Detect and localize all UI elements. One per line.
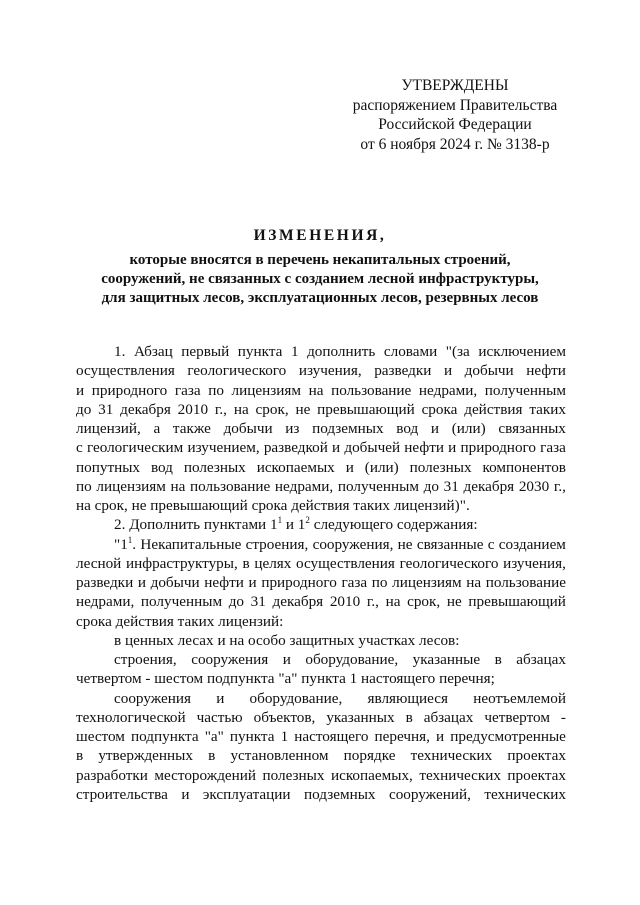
body-line xyxy=(76,650,566,669)
word: до xyxy=(423,477,439,495)
word: разведкой xyxy=(263,439,328,457)
word: на xyxy=(233,400,249,418)
word: и xyxy=(76,381,85,399)
word: в xyxy=(208,747,216,765)
word: декабря xyxy=(463,477,515,495)
word: дополнить xyxy=(307,343,376,360)
approval-line: распоряжением Правительства xyxy=(352,96,558,114)
word: разработки xyxy=(76,766,148,784)
word: компонентов xyxy=(482,458,566,476)
word: газа xyxy=(174,381,201,399)
word: Абзац xyxy=(133,343,173,360)
word: газа xyxy=(341,574,368,591)
body-line xyxy=(76,573,566,592)
word: и xyxy=(282,651,291,668)
word: перечня, xyxy=(374,728,430,745)
word: недрами, xyxy=(274,477,334,495)
body-line xyxy=(76,631,566,650)
word: строения, xyxy=(114,651,177,668)
word: ископаемых xyxy=(256,458,335,476)
word: а xyxy=(153,420,161,437)
line-text: на срок, не превышающий срока действия таких лицензий)". xyxy=(76,497,470,514)
word: сооружения xyxy=(114,689,191,707)
word: не xyxy=(295,400,311,418)
word: осуществления xyxy=(76,362,175,380)
word: газа xyxy=(540,439,566,457)
body-line xyxy=(76,554,566,573)
word: подземных xyxy=(304,785,376,803)
word: с xyxy=(76,439,83,457)
word: полезных xyxy=(262,766,325,784)
word: пункта xyxy=(237,343,283,360)
word: 2010 xyxy=(329,593,361,611)
word: настоящего xyxy=(294,728,369,745)
word: порядке xyxy=(343,747,396,765)
word: превышающий xyxy=(317,400,415,418)
word: таких xyxy=(529,400,566,418)
word: частью xyxy=(196,708,243,726)
word: строительства xyxy=(76,785,168,803)
word: - xyxy=(560,708,566,726)
word: на xyxy=(170,477,186,495)
line-text: 2. Дополнить пунктами $1^1$ и $1^2$ следующего содержания: xyxy=(114,515,478,534)
word: проектах xyxy=(507,747,566,765)
word: четвертом xyxy=(484,708,550,726)
word: и xyxy=(181,785,190,803)
word: вод xyxy=(396,420,419,437)
word: 1 xyxy=(290,343,299,360)
word: (или) xyxy=(451,420,486,437)
word: в xyxy=(76,747,84,765)
body-line xyxy=(76,477,566,496)
word: полученным xyxy=(140,593,223,611)
word: природного xyxy=(460,439,536,457)
word: и xyxy=(345,458,354,476)
body-line xyxy=(76,361,566,380)
word: геологического xyxy=(399,554,499,572)
word: "а" xyxy=(204,728,224,745)
word: срок, xyxy=(407,593,441,611)
document-title: ИЗМЕНЕНИЯ, xyxy=(253,227,387,244)
word: на xyxy=(385,593,401,611)
word: лицензиям xyxy=(96,477,166,495)
word: и xyxy=(216,689,225,707)
word: изучения, xyxy=(298,362,362,380)
word: оборудование, xyxy=(249,689,343,707)
word: и xyxy=(448,439,457,457)
word: установленном xyxy=(230,747,329,765)
word: из xyxy=(285,420,300,437)
word: добычи xyxy=(150,574,200,591)
word: на xyxy=(466,574,482,591)
word: изучения, xyxy=(503,554,566,572)
word: геологическим xyxy=(86,439,184,457)
body-line xyxy=(76,515,566,534)
word: полученным xyxy=(484,381,566,399)
word: неотъемлемой xyxy=(473,689,566,707)
word: добычи xyxy=(223,420,273,437)
approval-line: УТВЕРЖДЕНЫ xyxy=(401,77,509,94)
body-line xyxy=(76,496,566,515)
word: и xyxy=(430,420,440,437)
word: оборудование, xyxy=(305,651,399,668)
word: "(за xyxy=(445,343,470,360)
word: в xyxy=(494,651,502,668)
word: "$1^1$. xyxy=(114,534,137,553)
word: 2030 xyxy=(518,477,550,495)
body-line xyxy=(76,766,566,785)
word: также xyxy=(172,420,211,437)
word: Некапитальные xyxy=(140,535,242,553)
word: первый xyxy=(181,343,230,360)
word: природного xyxy=(91,381,168,399)
body-line xyxy=(76,381,566,400)
word: и xyxy=(332,439,341,457)
word: технических xyxy=(410,747,493,765)
word: 2010 xyxy=(177,400,209,418)
word: инфраструктуры, xyxy=(125,554,238,572)
word: по xyxy=(76,477,92,495)
word: действия xyxy=(464,400,523,418)
body-line xyxy=(76,746,566,765)
line-text: в ценных лесах и на особо защитных участках лесов: xyxy=(114,631,460,649)
body-line xyxy=(76,400,566,419)
word: пользование xyxy=(190,477,271,495)
word: недрами, xyxy=(418,381,478,399)
word: и xyxy=(443,362,453,380)
word: 31 xyxy=(443,477,459,495)
word: сооружения, xyxy=(312,535,394,553)
word: добычей xyxy=(344,439,401,457)
word: и xyxy=(248,574,257,591)
word: абзацах xyxy=(516,651,566,668)
word: и xyxy=(137,574,146,591)
word: ископаемых, xyxy=(330,766,413,784)
word: указанные xyxy=(412,651,481,668)
line-text: четвертом - шестом подпункта "а" пункта 1 настоящего перечня; xyxy=(76,670,495,688)
word: до xyxy=(76,400,92,418)
word: лицензиям xyxy=(231,381,301,399)
document-body xyxy=(76,342,566,804)
subtitle-line: сооружений, не связанных с созданием лесной инфраструктуры, xyxy=(101,271,539,287)
word: месторождений xyxy=(154,766,257,784)
document-subtitle xyxy=(60,251,580,308)
subtitle-line: которые вносятся в перечень некапитальных строений, xyxy=(129,252,511,268)
word: шестом xyxy=(76,728,125,745)
subtitle-line: для защитных лесов, эксплуатационных лесов, резервных лесов xyxy=(101,290,539,306)
word: добычи xyxy=(464,362,514,380)
word: не xyxy=(397,535,413,553)
word: сооружений, xyxy=(388,785,471,803)
word: строения, xyxy=(245,535,309,553)
word: в xyxy=(405,708,413,726)
body-line xyxy=(76,535,566,554)
word: утвержденных xyxy=(98,747,193,765)
approval-line: от 6 ноября 2024 г. № 3138-р xyxy=(360,135,550,153)
word: объектов, xyxy=(253,708,316,726)
body-line xyxy=(76,727,566,746)
word: декабря xyxy=(120,400,171,418)
word: срок, xyxy=(255,400,289,418)
word: лицензий, xyxy=(76,420,141,437)
word: являющиеся xyxy=(367,689,449,707)
word: пункта xyxy=(229,728,275,745)
word: целях xyxy=(254,554,292,572)
word: г., xyxy=(366,593,379,611)
word: (или) xyxy=(364,458,399,476)
word: подземных xyxy=(312,420,384,437)
word: указанных xyxy=(326,708,395,726)
word: превышающий xyxy=(468,593,566,611)
word: абзацах xyxy=(423,708,474,726)
word: эксплуатации xyxy=(202,785,291,803)
word: технических xyxy=(484,785,566,803)
word: разведки xyxy=(76,574,134,591)
line-text: срока действия таких лицензий: xyxy=(76,612,284,630)
word: осуществления xyxy=(296,554,395,572)
body-line xyxy=(76,612,566,631)
word: созданием xyxy=(498,535,566,553)
word: проектах xyxy=(507,766,566,784)
body-line xyxy=(76,592,566,611)
word: с xyxy=(487,535,495,553)
word: 31 xyxy=(98,400,114,418)
body-line xyxy=(76,438,566,457)
word: связанные xyxy=(416,535,484,553)
word: пользование xyxy=(485,574,566,591)
approval-block xyxy=(340,76,570,154)
word: нефти xyxy=(526,362,566,380)
word: г., xyxy=(214,400,227,418)
word: по xyxy=(371,574,388,591)
word: полезных xyxy=(183,458,246,476)
word: 1. xyxy=(114,343,126,360)
word: технологической xyxy=(76,708,186,726)
word: исключением xyxy=(478,343,566,360)
word: нефти xyxy=(204,574,244,591)
body-line xyxy=(76,419,566,438)
word: словами xyxy=(383,343,438,360)
word: нефти xyxy=(404,439,444,457)
word: полезных xyxy=(409,458,472,476)
word: по xyxy=(208,381,224,399)
word: в xyxy=(242,554,250,572)
word: 31 xyxy=(250,593,266,611)
word: попутных xyxy=(76,458,141,476)
word: 1 xyxy=(280,728,289,745)
word: не xyxy=(446,593,462,611)
body-line xyxy=(76,785,566,804)
word: подпункта xyxy=(131,728,199,745)
word: пользование xyxy=(331,381,412,399)
word: изучением, xyxy=(187,439,260,457)
word: предусмотренные xyxy=(450,728,566,745)
word: и xyxy=(436,728,445,745)
word: природного xyxy=(261,574,337,591)
body-line xyxy=(76,458,566,477)
body-line xyxy=(76,708,566,727)
word: вод xyxy=(150,458,173,476)
word: недрами, xyxy=(76,593,135,611)
word: г., xyxy=(553,477,566,495)
approval-line: Российской Федерации xyxy=(378,116,532,133)
word: полученным xyxy=(337,477,419,495)
word: сооружения xyxy=(191,651,269,668)
word: срока xyxy=(421,400,458,418)
word: геологического xyxy=(187,362,287,380)
word: связанных xyxy=(498,420,566,437)
word: технических xyxy=(419,766,501,784)
word: лицензиям xyxy=(392,574,462,591)
body-line xyxy=(76,669,566,688)
word: на xyxy=(308,381,324,399)
word: разведки xyxy=(374,362,432,380)
word: до xyxy=(228,593,245,611)
word: лесной xyxy=(76,554,122,572)
word: декабря xyxy=(272,593,324,611)
body-line xyxy=(76,342,566,361)
body-line xyxy=(76,689,566,708)
